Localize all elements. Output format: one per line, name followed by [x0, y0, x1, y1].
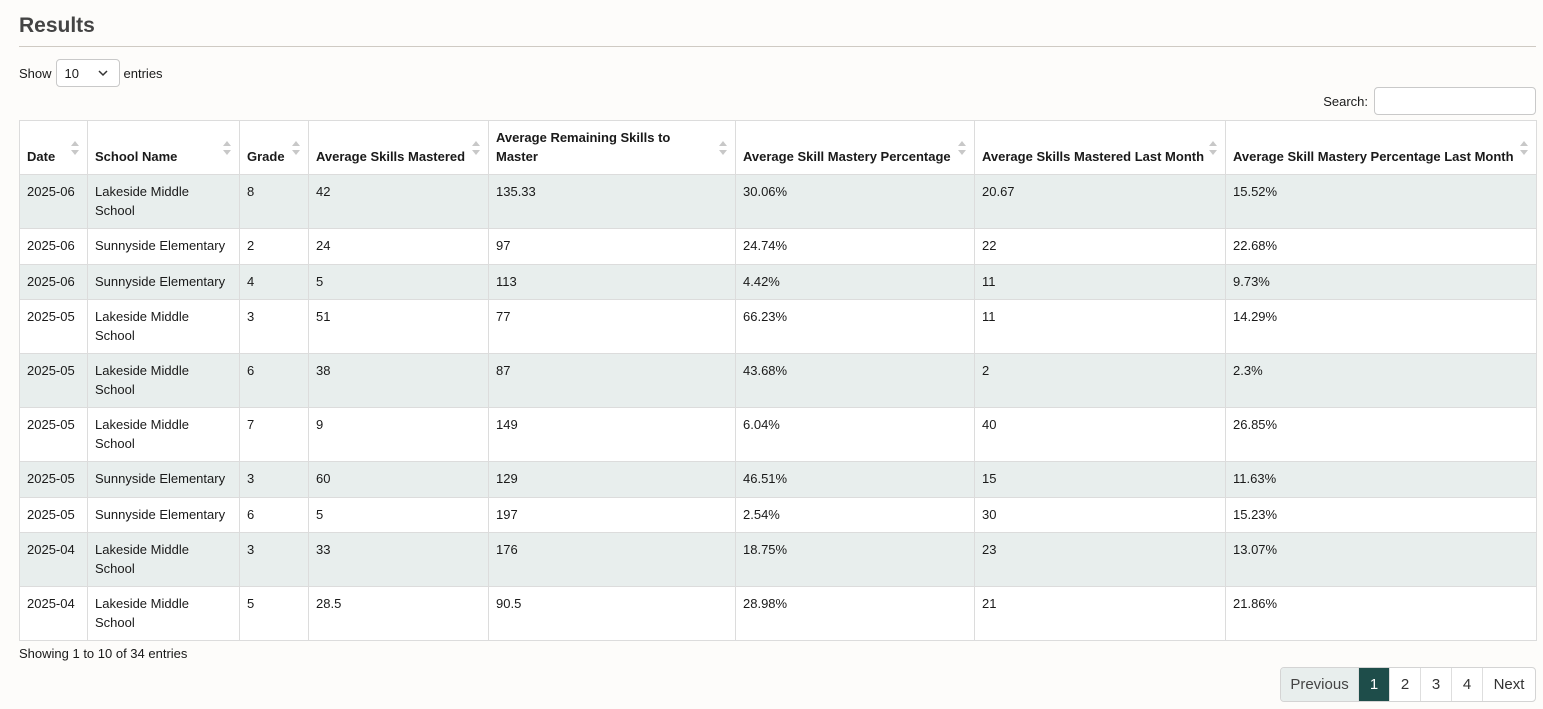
- table-cell: 24: [309, 229, 489, 265]
- column-header[interactable]: [20, 121, 88, 175]
- table-cell: 2.54%: [736, 497, 975, 533]
- table-cell: 14.29%: [1226, 300, 1537, 354]
- table-row: [20, 497, 1537, 533]
- table-cell: 46.51%: [736, 462, 975, 498]
- table-cell: 6: [240, 354, 309, 408]
- table-header-row: [20, 121, 1537, 175]
- table-cell: 60: [309, 462, 489, 498]
- table-cell: 2025-06: [20, 229, 88, 265]
- pagination: [1280, 667, 1536, 702]
- table-cell: 2025-05: [20, 497, 88, 533]
- table-cell: 11: [975, 300, 1226, 354]
- column-header-label: Average Skill Mastery Percentage Last Month: [1233, 148, 1514, 164]
- column-header[interactable]: [1226, 121, 1537, 175]
- table-cell: 15.52%: [1226, 175, 1537, 229]
- sort-both-icon: [958, 139, 966, 157]
- table-row: [20, 300, 1537, 354]
- results-table: [19, 120, 1537, 641]
- show-label: Show: [19, 65, 52, 81]
- table-cell: 2025-05: [20, 408, 88, 462]
- sort-both-icon: [223, 139, 231, 157]
- table-cell: 4: [240, 264, 309, 300]
- column-header[interactable]: [240, 121, 309, 175]
- table-cell: Lakeside Middle School: [88, 354, 240, 408]
- table-cell: 2: [240, 229, 309, 265]
- table-cell: 42: [309, 175, 489, 229]
- table-row: [20, 462, 1537, 498]
- table-cell: 2: [975, 354, 1226, 408]
- column-header[interactable]: [975, 121, 1226, 175]
- table-row: [20, 587, 1537, 641]
- sort-both-icon: [1520, 139, 1528, 157]
- column-header-label: Average Skills Mastered: [316, 148, 466, 164]
- search-input[interactable]: [1374, 87, 1536, 115]
- table-cell: Lakeside Middle School: [88, 587, 240, 641]
- table-cell: 11.63%: [1226, 462, 1537, 498]
- table-cell: 3: [240, 300, 309, 354]
- table-cell: Sunnyside Elementary: [88, 462, 240, 498]
- table-cell: 2025-04: [20, 587, 88, 641]
- table-cell: 2.3%: [1226, 354, 1537, 408]
- search-label: Search:: [1323, 93, 1368, 109]
- table-cell: 129: [489, 462, 736, 498]
- table-cell: 3: [240, 462, 309, 498]
- entries-length-control: [19, 59, 163, 87]
- table-cell: 38: [309, 354, 489, 408]
- table-cell: 15.23%: [1226, 497, 1537, 533]
- table-cell: 5: [309, 264, 489, 300]
- table-cell: Sunnyside Elementary: [88, 229, 240, 265]
- table-cell: 66.23%: [736, 300, 975, 354]
- table-cell: 40: [975, 408, 1226, 462]
- table-cell: 23: [975, 533, 1226, 587]
- table-cell: 20.67: [975, 175, 1226, 229]
- table-cell: 28.98%: [736, 587, 975, 641]
- table-cell: 22.68%: [1226, 229, 1537, 265]
- table-cell: 30.06%: [736, 175, 975, 229]
- table-cell: 77: [489, 300, 736, 354]
- table-cell: 2025-04: [20, 533, 88, 587]
- table-cell: 11: [975, 264, 1226, 300]
- table-row: [20, 408, 1537, 462]
- title-divider: [19, 46, 1536, 47]
- table-cell: 2025-06: [20, 264, 88, 300]
- table-cell: 43.68%: [736, 354, 975, 408]
- table-cell: 197: [489, 497, 736, 533]
- table-cell: 15: [975, 462, 1226, 498]
- table-cell: Lakeside Middle School: [88, 175, 240, 229]
- sort-both-icon: [71, 139, 79, 157]
- table-cell: 176: [489, 533, 736, 587]
- page-button-3[interactable]: 3: [1420, 668, 1451, 701]
- table-cell: 7: [240, 408, 309, 462]
- column-header-label: Average Remaining Skills to Master: [496, 130, 671, 164]
- search-control: [1323, 87, 1536, 115]
- entries-select[interactable]: [56, 59, 120, 87]
- page-button-1[interactable]: 1: [1358, 668, 1389, 701]
- column-header[interactable]: [309, 121, 489, 175]
- table-cell: 9.73%: [1226, 264, 1537, 300]
- sort-both-icon: [292, 139, 300, 157]
- table-cell: Sunnyside Elementary: [88, 264, 240, 300]
- sort-both-icon: [1209, 139, 1217, 157]
- table-cell: 3: [240, 533, 309, 587]
- column-header[interactable]: [489, 121, 736, 175]
- table-cell: 149: [489, 408, 736, 462]
- table-cell: 51: [309, 300, 489, 354]
- page-button-2[interactable]: 2: [1389, 668, 1420, 701]
- table-cell: 5: [240, 587, 309, 641]
- table-cell: 18.75%: [736, 533, 975, 587]
- column-header-label: Average Skills Mastered Last Month: [982, 148, 1205, 164]
- table-cell: 21: [975, 587, 1226, 641]
- table-cell: 9: [309, 408, 489, 462]
- table-cell: 113: [489, 264, 736, 300]
- table-cell: 13.07%: [1226, 533, 1537, 587]
- table-cell: 87: [489, 354, 736, 408]
- column-header-label: Date: [27, 148, 56, 164]
- table-cell: Sunnyside Elementary: [88, 497, 240, 533]
- table-info: Showing 1 to 10 of 34 entries: [19, 646, 188, 661]
- sort-both-icon: [719, 139, 727, 157]
- table-cell: Lakeside Middle School: [88, 300, 240, 354]
- table-cell: 6: [240, 497, 309, 533]
- table-cell: 2025-05: [20, 300, 88, 354]
- table-cell: 2025-06: [20, 175, 88, 229]
- table-cell: 2025-05: [20, 354, 88, 408]
- table-cell: 28.5: [309, 587, 489, 641]
- column-header-label: School Name: [95, 148, 178, 164]
- page-title: Results: [19, 14, 95, 37]
- table-cell: 135.33: [489, 175, 736, 229]
- next-page-button[interactable]: Next: [1482, 668, 1535, 701]
- table-cell: 6.04%: [736, 408, 975, 462]
- table-cell: 33: [309, 533, 489, 587]
- previous-page-button[interactable]: Previous: [1281, 668, 1358, 701]
- table-cell: 2025-05: [20, 462, 88, 498]
- results-table-wrapper: [19, 120, 1536, 641]
- table-row: [20, 175, 1537, 229]
- column-header-label: Grade: [247, 148, 285, 164]
- table-row: [20, 264, 1537, 300]
- column-header-label: Average Skill Mastery Percentage: [743, 148, 951, 164]
- table-row: [20, 229, 1537, 265]
- table-row: [20, 354, 1537, 408]
- table-cell: 21.86%: [1226, 587, 1537, 641]
- table-cell: Lakeside Middle School: [88, 533, 240, 587]
- table-row: [20, 533, 1537, 587]
- column-header[interactable]: [88, 121, 240, 175]
- table-cell: 8: [240, 175, 309, 229]
- sort-both-icon: [472, 139, 480, 157]
- table-cell: 26.85%: [1226, 408, 1537, 462]
- chevron-down-icon: [97, 67, 109, 79]
- column-header[interactable]: [736, 121, 975, 175]
- entries-select-value: 10: [64, 65, 79, 81]
- table-cell: 24.74%: [736, 229, 975, 265]
- table-cell: 22: [975, 229, 1226, 265]
- entries-label: entries: [123, 65, 163, 81]
- table-cell: 5: [309, 497, 489, 533]
- table-cell: 97: [489, 229, 736, 265]
- table-cell: 90.5: [489, 587, 736, 641]
- page-button-4[interactable]: 4: [1451, 668, 1482, 701]
- table-cell: Lakeside Middle School: [88, 408, 240, 462]
- table-cell: 30: [975, 497, 1226, 533]
- table-cell: 4.42%: [736, 264, 975, 300]
